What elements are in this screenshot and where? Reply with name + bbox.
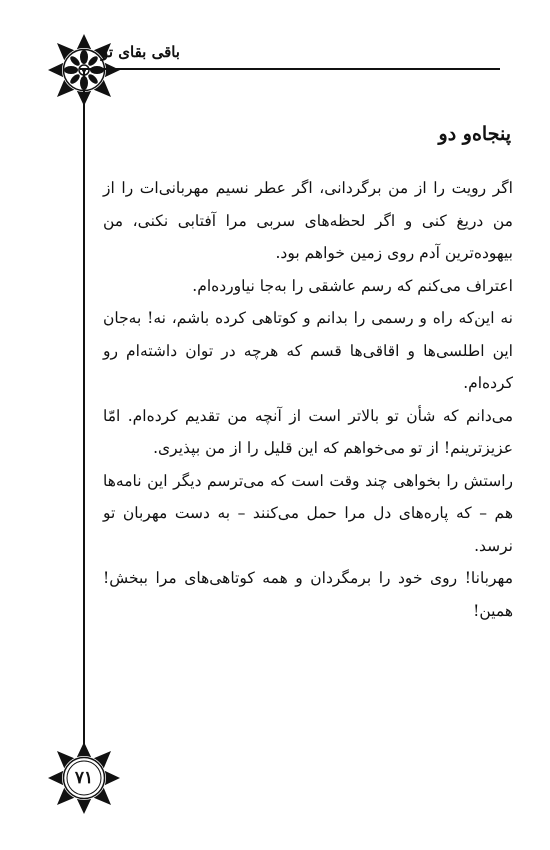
body-text <box>103 172 513 627</box>
paragraph: اعتراف می‌کنم که رسم عاشقی را به‌جا نیاورده‌ام. <box>192 276 513 295</box>
margin-rule <box>83 70 85 778</box>
page-number: ۷۱ <box>74 768 94 788</box>
running-title: باقی بقای تو <box>101 43 180 61</box>
header-rule <box>80 68 500 70</box>
chapter-heading: پنجاه‌و دو <box>438 123 511 145</box>
paragraph: اگر رویت را از من برگردانی، اگر عطر نسیم مهربانی‌ات را از من دریغ کنی و اگر لحظه‌های سربی مرا آفتابی نکنی، من بیهوده‌ترین آدم روی زمین خواهم بود. <box>103 179 513 262</box>
paragraph: مهربانا! روی خود را برمگردان و همه کوتاهی‌های مرا ببخش! همین! <box>103 569 513 620</box>
paragraph: نه این‌که راه و رسمی را بدانم و کوتاهی کرده باشم، نه! به‌جان این اطلسی‌ها و اقاقی‌ها قسم که هرچه در توان داشته‌ام رو کرده‌ام. <box>103 309 513 392</box>
paragraph: راستش را بخواهی چند وقت است که می‌ترسم دیگر این نامه‌ها هم – که پاره‌های دل مرا حمل می‌کنند – به دست مهربان تو نرسد. <box>103 471 513 555</box>
paragraph: می‌دانم که شأن تو بالاتر است از آنچه من تقدیم کرده‌ام. امّا عزیزترینم! از تو می‌خواهم که این قلیل را از من بپذیری. <box>103 406 513 457</box>
